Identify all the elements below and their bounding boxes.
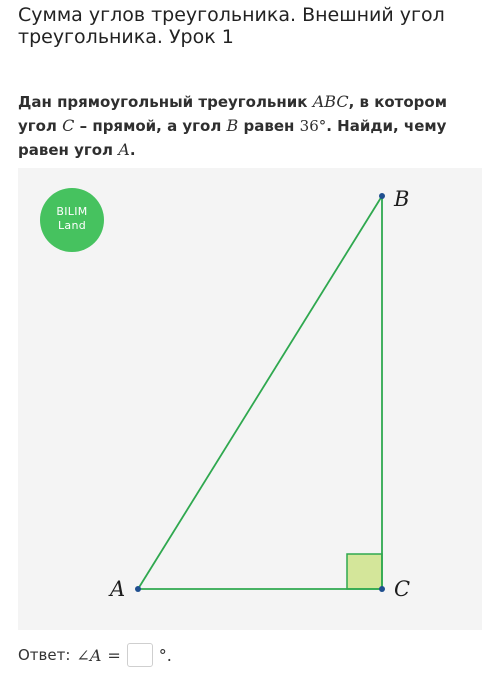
task-text-part: .	[129, 141, 136, 159]
vertex-label-b: B	[394, 187, 410, 211]
task-text-part: . Найди, чему равен угол	[18, 117, 447, 159]
task-triangle-name: ABC	[312, 92, 349, 111]
answer-row	[18, 642, 172, 668]
task-statement	[18, 90, 488, 162]
task-text-part: Дан прямоугольный треугольник	[18, 93, 313, 111]
vertex-a-dot	[135, 586, 141, 592]
logo-text-line2: Land	[57, 219, 87, 232]
task-find-vertex: A	[118, 140, 130, 159]
task-given-angle: 36°	[299, 117, 327, 135]
vertex-label-a: A	[110, 577, 126, 601]
answer-equals-sign: =	[107, 645, 121, 665]
task-right-vertex: C	[62, 116, 75, 135]
logo-text-line1: BILIM	[56, 205, 88, 218]
task-text-part: – прямой, а угол	[74, 117, 227, 135]
bilimland-logo	[40, 188, 104, 252]
right-angle-marker	[347, 554, 382, 589]
task-text-part: , в котором угол	[18, 93, 447, 135]
vertex-c-dot	[379, 586, 385, 592]
answer-angle-symbol: ∠A	[76, 645, 102, 665]
answer-degree-unit: °.	[158, 645, 172, 665]
answer-input[interactable]	[127, 643, 153, 667]
vertex-label-c: C	[394, 577, 411, 601]
vertex-b-dot	[379, 193, 385, 199]
answer-label: Ответ:	[18, 646, 71, 664]
side-ab	[138, 196, 382, 589]
task-given-vertex: B	[226, 116, 239, 135]
lesson-title: Сумма углов треугольника. Внешний угол треугольника. Урок 1	[18, 4, 445, 48]
triangle-figure	[18, 168, 482, 630]
task-text-part: равен	[238, 117, 300, 135]
